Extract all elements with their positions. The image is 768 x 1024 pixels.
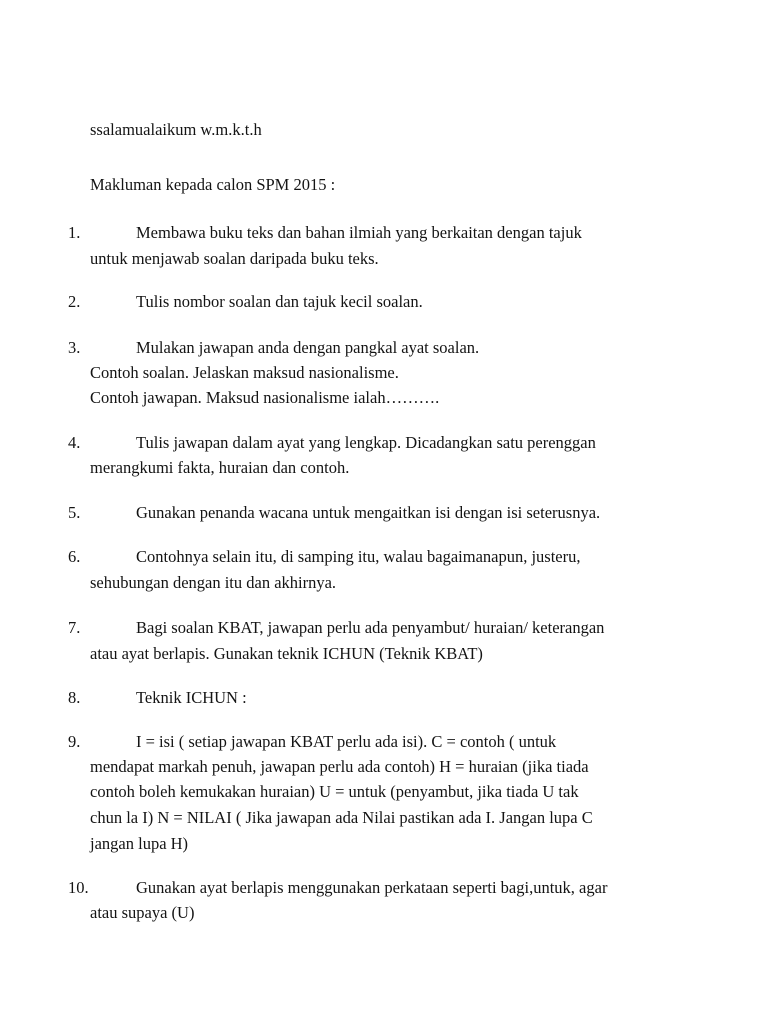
item-number: 10. bbox=[68, 878, 89, 897]
notice-line: Makluman kepada calon SPM 2015 : bbox=[90, 175, 336, 194]
item-number: 2. bbox=[68, 292, 81, 311]
item-text-line: Membawa buku teks dan bahan ilmiah yang berkaitan dengan tajuk bbox=[136, 223, 582, 242]
item-text-line: untuk menjawab soalan daripada buku teks. bbox=[90, 249, 379, 268]
item-text-line: Gunakan ayat berlapis menggunakan perkataan seperti bagi,untuk, agar bbox=[136, 878, 608, 897]
item-text-line: Contoh jawapan. Maksud nasionalisme ialah………. bbox=[90, 388, 440, 407]
item-text-line: Teknik ICHUN : bbox=[136, 688, 247, 707]
item-text-line: contoh boleh kemukakan huraian) U = untuk (penyambut, jika tiada U tak bbox=[90, 782, 579, 801]
item-text-line: mendapat markah penuh, jawapan perlu ada contoh) H = huraian (jika tiada bbox=[90, 757, 589, 776]
item-text-line: Tulis jawapan dalam ayat yang lengkap. Dicadangkan satu perenggan bbox=[136, 433, 596, 452]
item-text-line: sehubungan dengan itu dan akhirnya. bbox=[90, 573, 337, 592]
item-text-line: Tulis nombor soalan dan tajuk kecil soalan. bbox=[136, 292, 423, 311]
item-number: 6. bbox=[68, 547, 81, 566]
item-number: 4. bbox=[68, 433, 81, 452]
item-text-line: Contohnya selain itu, di samping itu, walau bagaimanapun, justeru, bbox=[136, 547, 581, 566]
item-text-line: Gunakan penanda wacana untuk mengaitkan isi dengan isi seterusnya. bbox=[136, 503, 601, 522]
item-text-line: jangan lupa H) bbox=[90, 834, 189, 853]
item-text-line: Mulakan jawapan anda dengan pangkal ayat soalan. bbox=[136, 338, 480, 357]
item-text-line: Contoh soalan. Jelaskan maksud nasionalisme. bbox=[90, 363, 399, 382]
item-number: 7. bbox=[68, 618, 81, 637]
item-text-line: merangkumi fakta, huraian dan contoh. bbox=[90, 458, 350, 477]
item-text-line: atau ayat berlapis. Gunakan teknik ICHUN (Teknik KBAT) bbox=[90, 644, 483, 663]
item-text-line: atau supaya (U) bbox=[90, 903, 195, 922]
item-number: 1. bbox=[68, 223, 81, 242]
item-number: 3. bbox=[68, 338, 81, 357]
item-text-line: I = isi ( setiap jawapan KBAT perlu ada isi). C = contoh ( untuk bbox=[136, 732, 557, 751]
item-text-line: chun la I) N = NILAI ( Jika jawapan ada Nilai pastikan ada I. Jangan lupa C bbox=[90, 808, 593, 827]
item-text-line: Bagi soalan KBAT, jawapan perlu ada penyambut/ huraian/ keterangan bbox=[136, 618, 605, 637]
greeting-line: ssalamualaikum w.m.k.t.h bbox=[90, 120, 262, 139]
item-number: 9. bbox=[68, 732, 81, 751]
item-number: 8. bbox=[68, 688, 81, 707]
item-number: 5. bbox=[68, 503, 81, 522]
